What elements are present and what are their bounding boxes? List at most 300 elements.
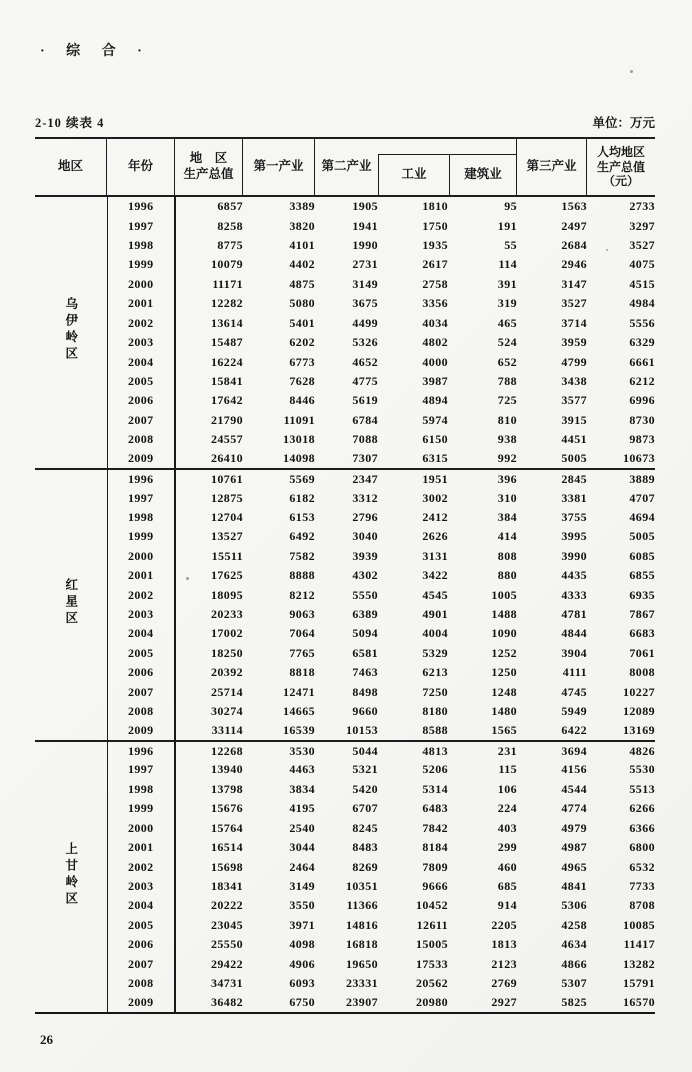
value-cell: 2497: [561, 218, 587, 233]
value-cell: 6784: [352, 412, 378, 427]
year-cell: 2007: [107, 411, 175, 430]
value-cell: 1488: [491, 607, 517, 622]
value-cell: 16818: [346, 937, 378, 952]
value-cell: 3971: [289, 917, 315, 932]
value-cell: 15005: [416, 937, 448, 952]
year-cell: 1999: [107, 527, 175, 546]
value-cell: 15841: [211, 374, 243, 388]
value-cell: 5530: [629, 762, 655, 777]
table-row: [35, 780, 655, 799]
value-cell: 2733: [629, 199, 655, 214]
region-label-text: 乌伊岭区: [63, 297, 78, 364]
value-cell: 19650: [346, 956, 378, 971]
page-number: 26: [40, 1032, 53, 1047]
value-cell: 17625: [211, 568, 243, 583]
value-cell: 4435: [561, 568, 587, 583]
value-cell: 992: [497, 451, 517, 466]
value-cell: 3149: [289, 878, 315, 893]
value-cell: 14816: [346, 917, 378, 932]
value-cell: 6366: [629, 820, 655, 835]
value-cell: 2205: [491, 917, 517, 932]
table-row: [35, 916, 655, 935]
value-cell: 16224: [211, 354, 243, 369]
value-cell: 13169: [623, 723, 655, 738]
value-cell: 12089: [623, 704, 655, 719]
value-cell: 5206: [422, 762, 448, 777]
value-cell: 4894: [422, 393, 448, 408]
value-cell: 6683: [629, 626, 655, 641]
region-group: [35, 741, 655, 1013]
table-row: [35, 683, 655, 702]
year-cell: 2003: [107, 333, 175, 352]
value-cell: 391: [497, 276, 517, 291]
value-cell: 7463: [352, 665, 378, 680]
value-cell: 4866: [561, 956, 587, 971]
year-cell: 2006: [107, 391, 175, 410]
year-cell: 2001: [107, 838, 175, 857]
table-title: 2-10 续表 4: [35, 116, 105, 130]
value-cell: 2464: [289, 859, 315, 874]
year-cell: 1998: [107, 780, 175, 799]
value-cell: 3904: [561, 645, 587, 660]
value-cell: 15487: [211, 335, 243, 350]
value-cell: 3527: [629, 238, 655, 253]
table-row: [35, 857, 655, 876]
year-cell: 2001: [107, 294, 175, 313]
table-caption-row: [35, 113, 655, 131]
region-label-text: 上甘岭区: [63, 841, 78, 908]
value-cell: 5556: [629, 315, 655, 330]
table-row: [35, 566, 655, 585]
year-cell: 2002: [107, 585, 175, 604]
value-cell: 2412: [422, 509, 448, 524]
year-cell: 2000: [107, 819, 175, 838]
value-cell: 6315: [422, 451, 448, 466]
year-cell: 2001: [107, 566, 175, 585]
value-cell: 460: [497, 859, 517, 874]
value-cell: 652: [497, 354, 517, 369]
table-row: [35, 547, 655, 566]
value-cell: 9660: [352, 704, 378, 719]
table-row: [35, 993, 655, 1012]
value-cell: 4000: [422, 354, 448, 369]
value-cell: 12611: [416, 917, 448, 932]
table-row: [35, 527, 655, 546]
header-secondary-subcolumns: [378, 154, 516, 195]
value-cell: 95: [504, 199, 517, 214]
table-body: [35, 197, 655, 1014]
value-cell: 4034: [422, 315, 448, 330]
value-cell: 5005: [561, 451, 587, 466]
value-cell: 17642: [211, 393, 243, 408]
table-row: [35, 585, 655, 604]
value-cell: 4841: [561, 878, 587, 893]
value-cell: 3040: [352, 529, 378, 544]
value-cell: 310: [497, 490, 517, 505]
year-cell: 2005: [107, 916, 175, 935]
value-cell: 5326: [352, 335, 378, 350]
value-cell: 4781: [561, 607, 587, 622]
value-cell: 3389: [289, 199, 315, 214]
value-cell: 4634: [561, 937, 587, 952]
statistics-table: [35, 137, 655, 1014]
year-cell: 2009: [107, 993, 175, 1012]
value-cell: 4875: [289, 276, 315, 291]
value-cell: 6492: [289, 529, 315, 544]
year-cell: 2002: [107, 857, 175, 876]
value-cell: 191: [497, 218, 517, 233]
value-cell: 4844: [561, 626, 587, 641]
region-group: [35, 197, 655, 469]
value-cell: 20980: [416, 995, 448, 1009]
value-cell: 1935: [422, 238, 448, 253]
value-cell: 3550: [289, 898, 315, 913]
table-row: [35, 275, 655, 294]
table-row: [35, 644, 655, 663]
value-cell: 6085: [629, 548, 655, 563]
value-cell: 6800: [629, 840, 655, 855]
value-cell: 6150: [422, 432, 448, 447]
value-cell: 2769: [491, 976, 517, 991]
value-cell: 11171: [212, 276, 243, 291]
header-secondary-group: [315, 139, 517, 195]
value-cell: 4402: [289, 257, 315, 272]
value-cell: 6532: [629, 859, 655, 874]
value-cell: 2946: [561, 257, 587, 272]
value-cell: 5619: [352, 393, 378, 408]
value-cell: 4775: [352, 374, 378, 388]
value-cell: 25550: [211, 937, 243, 952]
value-cell: 3959: [561, 335, 587, 350]
value-cell: 1090: [491, 626, 517, 641]
value-cell: 7250: [422, 684, 448, 699]
value-cell: 319: [497, 296, 517, 311]
value-cell: 15764: [211, 820, 243, 835]
year-cell: 2007: [107, 683, 175, 702]
year-cell: 2000: [107, 275, 175, 294]
table-row: [35, 663, 655, 682]
value-cell: 4258: [561, 917, 587, 932]
table-row: [35, 721, 655, 740]
value-cell: 13940: [211, 762, 243, 777]
value-cell: 7733: [629, 878, 655, 893]
value-cell: 7628: [289, 374, 315, 388]
value-cell: 3834: [289, 781, 315, 796]
value-cell: 6153: [289, 509, 315, 524]
value-cell: 23907: [346, 995, 378, 1009]
year-cell: 2003: [107, 605, 175, 624]
value-cell: 6213: [422, 665, 448, 680]
year-cell: 2004: [107, 896, 175, 915]
value-cell: 3147: [561, 276, 587, 291]
value-cell: 10153: [346, 723, 378, 738]
value-cell: 7088: [352, 432, 378, 447]
value-cell: 10085: [623, 917, 655, 932]
value-cell: 3714: [561, 315, 587, 330]
value-cell: 15511: [211, 548, 243, 563]
value-cell: 15791: [623, 976, 655, 991]
value-cell: 4799: [561, 354, 587, 369]
value-cell: 5306: [561, 898, 587, 913]
table-row: [35, 935, 655, 954]
value-cell: 24557: [211, 432, 243, 447]
value-cell: 1905: [352, 199, 378, 214]
value-cell: 6266: [629, 801, 655, 816]
value-cell: 1565: [491, 723, 517, 738]
table-row: [35, 294, 655, 313]
value-cell: 10673: [623, 451, 655, 466]
value-cell: 23045: [211, 917, 243, 932]
value-cell: 4156: [561, 762, 587, 777]
value-cell: 465: [497, 315, 517, 330]
value-cell: 11091: [283, 412, 315, 427]
value-cell: 3297: [629, 218, 655, 233]
value-cell: 23331: [346, 976, 378, 991]
table-row: [35, 896, 655, 915]
value-cell: 4965: [561, 859, 587, 874]
value-cell: 8730: [629, 412, 655, 427]
value-cell: 34731: [211, 976, 243, 991]
value-cell: 16570: [623, 995, 655, 1009]
value-cell: 3381: [561, 490, 587, 505]
value-cell: 8184: [422, 840, 448, 855]
year-cell: 2008: [107, 702, 175, 721]
value-cell: 8588: [422, 723, 448, 738]
year-cell: 1997: [107, 760, 175, 779]
value-cell: 524: [497, 335, 517, 350]
value-cell: 6202: [289, 335, 315, 350]
value-cell: 299: [497, 840, 517, 855]
header-per-capita-gdp: [587, 139, 655, 195]
value-cell: 10452: [416, 898, 448, 913]
value-cell: 3422: [422, 568, 448, 583]
value-cell: 3527: [561, 296, 587, 311]
value-cell: 8498: [352, 684, 378, 699]
value-cell: 13282: [623, 956, 655, 971]
table-row: [35, 954, 655, 973]
table-row: [35, 391, 655, 410]
value-cell: 4652: [352, 354, 378, 369]
value-cell: 5974: [422, 412, 448, 427]
value-cell: 33114: [211, 723, 243, 738]
value-cell: 5005: [629, 529, 655, 544]
value-cell: 725: [497, 393, 517, 408]
year-cell: 1997: [107, 488, 175, 507]
section-header: · 综 合 ·: [40, 44, 151, 59]
year-cell: 2005: [107, 372, 175, 391]
year-cell: 2002: [107, 314, 175, 333]
value-cell: 4098: [289, 937, 315, 952]
value-cell: 8888: [289, 568, 315, 583]
value-cell: 3002: [422, 490, 448, 505]
value-cell: 7842: [422, 820, 448, 835]
value-cell: 21790: [211, 412, 243, 427]
value-cell: 6857: [217, 199, 243, 214]
header-gdp-line1: 地 区: [189, 151, 228, 166]
value-cell: 5401: [289, 315, 315, 330]
value-cell: 4813: [422, 743, 448, 758]
value-cell: 15676: [211, 801, 243, 816]
table-row: [35, 449, 655, 468]
value-cell: 5321: [352, 762, 378, 777]
value-cell: 16539: [283, 723, 315, 738]
year-cell: 1996: [107, 741, 175, 760]
value-cell: 14098: [283, 451, 315, 466]
year-cell: 2007: [107, 954, 175, 973]
value-cell: 3675: [352, 296, 378, 311]
year-cell: 2003: [107, 877, 175, 896]
year-cell: 1998: [107, 236, 175, 255]
value-cell: 20233: [211, 607, 243, 622]
value-cell: 231: [497, 743, 517, 758]
year-cell: 2004: [107, 352, 175, 371]
value-cell: 18250: [211, 645, 243, 660]
value-cell: 1252: [491, 645, 517, 660]
value-cell: 4694: [629, 509, 655, 524]
scan-speck: [630, 70, 633, 73]
year-cell: 2008: [107, 430, 175, 449]
value-cell: 3131: [422, 548, 448, 563]
value-cell: 5080: [289, 296, 315, 311]
value-cell: 5949: [561, 704, 587, 719]
header-gdp: [175, 139, 243, 195]
value-cell: 4075: [629, 257, 655, 272]
value-cell: 18341: [211, 878, 243, 893]
value-cell: 12282: [211, 296, 243, 311]
value-cell: 55: [504, 238, 517, 253]
year-cell: 2006: [107, 663, 175, 682]
value-cell: 10351: [346, 878, 378, 893]
value-cell: 4333: [561, 587, 587, 602]
table-row: [35, 819, 655, 838]
value-cell: 12875: [211, 490, 243, 505]
table-row: [35, 469, 655, 488]
value-cell: 8008: [629, 665, 655, 680]
value-cell: 4802: [422, 335, 448, 350]
value-cell: 14665: [283, 704, 315, 719]
value-cell: 1990: [352, 238, 378, 253]
value-cell: 18095: [211, 587, 243, 602]
region-label: [35, 197, 107, 469]
value-cell: 7307: [352, 451, 378, 466]
table-row: [35, 838, 655, 857]
value-cell: 13614: [211, 315, 243, 330]
value-cell: 3915: [561, 412, 587, 427]
value-cell: 4004: [422, 626, 448, 641]
header-gdp-line2: 生产总值: [183, 167, 234, 181]
year-cell: 1997: [107, 216, 175, 235]
value-cell: 4544: [561, 781, 587, 796]
year-cell: 1996: [107, 469, 175, 488]
table-row: [35, 352, 655, 371]
region-label: [35, 469, 107, 741]
value-cell: 3995: [561, 529, 587, 544]
value-cell: 20222: [211, 898, 243, 913]
value-cell: 5307: [561, 976, 587, 991]
value-cell: 2845: [561, 471, 587, 486]
value-cell: 7809: [422, 859, 448, 874]
table-row: [35, 333, 655, 352]
value-cell: 880: [497, 568, 517, 583]
value-cell: 8818: [289, 665, 315, 680]
value-cell: 6773: [289, 354, 315, 369]
value-cell: 17002: [211, 626, 243, 641]
value-cell: 12268: [211, 743, 243, 758]
value-cell: 6996: [629, 393, 655, 408]
unit-label: 单位：万元: [592, 116, 655, 130]
value-cell: 6422: [561, 723, 587, 738]
value-cell: 5094: [352, 626, 378, 641]
value-cell: 1250: [491, 665, 517, 680]
value-cell: 5044: [352, 743, 378, 758]
table-row: [35, 799, 655, 818]
table-row: [35, 741, 655, 760]
table-row: [35, 314, 655, 333]
year-cell: 2005: [107, 644, 175, 663]
value-cell: 11366: [346, 898, 378, 913]
value-cell: 4101: [289, 238, 315, 253]
value-cell: 3149: [352, 276, 378, 291]
header-percap-line3: （元）: [602, 174, 639, 189]
value-cell: 1563: [561, 199, 587, 214]
value-cell: 25714: [211, 684, 243, 699]
table-row: [35, 236, 655, 255]
table-row: [35, 255, 655, 274]
value-cell: 6329: [629, 335, 655, 350]
value-cell: 4984: [629, 296, 655, 311]
value-cell: 4987: [561, 840, 587, 855]
value-cell: 2540: [289, 820, 315, 835]
header-secondary-industry: 第二产业: [321, 159, 372, 174]
value-cell: 1813: [491, 937, 517, 952]
value-cell: 11417: [623, 937, 655, 952]
table-row: [35, 216, 655, 235]
value-cell: 30274: [211, 704, 243, 719]
value-cell: 6389: [352, 607, 378, 622]
value-cell: 7582: [289, 548, 315, 563]
value-cell: 2684: [561, 238, 587, 253]
value-cell: 5569: [289, 471, 315, 486]
value-cell: 4826: [629, 743, 655, 758]
table-row: [35, 488, 655, 507]
value-cell: 7064: [289, 626, 315, 641]
value-cell: 6182: [289, 490, 315, 505]
year-cell: 2009: [107, 721, 175, 740]
value-cell: 3530: [289, 743, 315, 758]
value-cell: 6212: [629, 374, 655, 388]
year-cell: 2008: [107, 974, 175, 993]
region-group: [35, 469, 655, 741]
value-cell: 2796: [352, 509, 378, 524]
value-cell: 3577: [561, 393, 587, 408]
value-cell: 5550: [352, 587, 378, 602]
value-cell: 8708: [629, 898, 655, 913]
value-cell: 2927: [491, 995, 517, 1009]
value-cell: 5329: [422, 645, 448, 660]
value-cell: 6581: [352, 645, 378, 660]
value-cell: 6707: [352, 801, 378, 816]
value-cell: 5513: [629, 781, 655, 796]
value-cell: 2123: [491, 956, 517, 971]
header-construction: 建筑业: [449, 155, 516, 195]
table-row: [35, 372, 655, 391]
value-cell: 2347: [352, 471, 378, 486]
table-row: [35, 624, 655, 643]
value-cell: 810: [497, 412, 517, 427]
year-cell: 1999: [107, 255, 175, 274]
value-cell: 3438: [561, 374, 587, 388]
value-cell: 106: [497, 781, 517, 796]
